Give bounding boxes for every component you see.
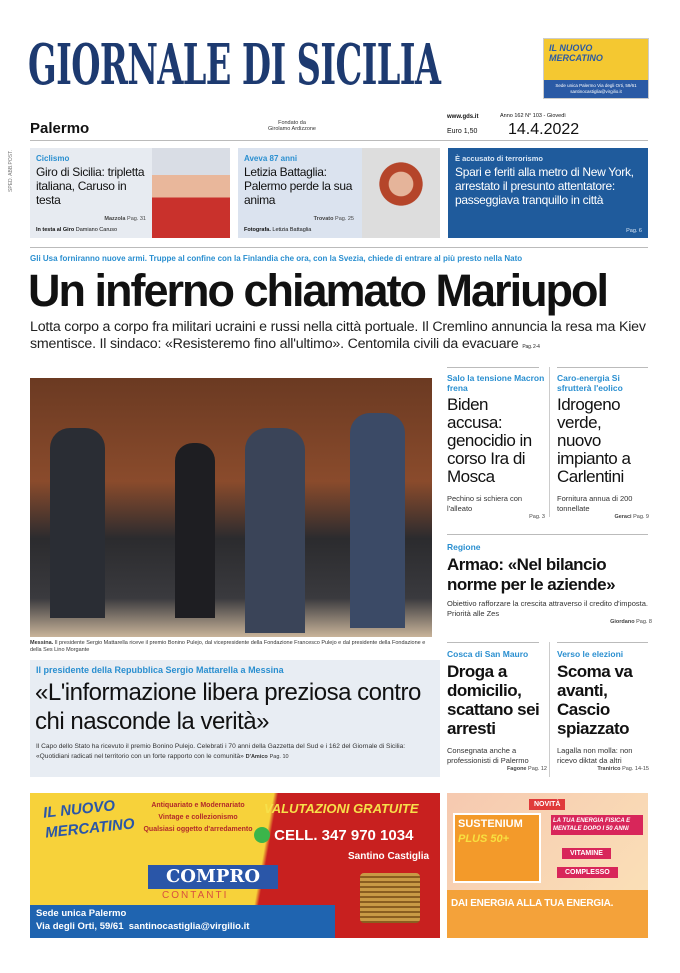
teaser-new-york[interactable] — [448, 148, 648, 238]
ad-phone: CELL. 347 970 1034 — [274, 827, 414, 844]
divider — [447, 642, 539, 643]
story-kicker: Regione — [447, 542, 481, 552]
page-ref: Pag. 9 — [633, 514, 649, 520]
page-ref: Pag. 3 — [529, 514, 545, 520]
masthead-title: GIORNALE DI SICILIA — [28, 32, 441, 98]
issue-info: Anno 162 N° 103 - Giovedì — [500, 113, 566, 119]
ad-brand: MERCATINO — [44, 815, 136, 842]
page-ref: Pag. 6 — [626, 228, 642, 234]
sustenium-ad[interactable] — [447, 793, 648, 938]
ad-claim: LA TUA ENERGIA FISICA E MENTALE DOPO I 50 ANNI — [551, 815, 643, 835]
lead-deck: Lotta corpo a corpo fra militari ucraini e russi nella città portuale. Il Cremlino annuncia la resa ma Kiev smentisce. Il sindaco: «Resisteremo fino all'ultimo». Centomila civili da evacuare — [30, 319, 646, 352]
whatsapp-icon — [254, 827, 270, 843]
edition-city: Palermo — [30, 120, 90, 137]
ad-name: Santino Castiglia — [348, 851, 430, 862]
coins-icon — [360, 873, 420, 923]
byline: Giordano — [610, 619, 635, 625]
ad-item: Qualsiasi oggetto d'arredamento — [143, 826, 253, 833]
divider — [557, 642, 648, 643]
founded-label: Fondato da — [278, 120, 306, 126]
teaser-cycling[interactable] — [30, 148, 230, 238]
story-deck: Lagalla non molla: non ricevo diktat da altri — [557, 746, 633, 765]
story-headline: Idrogeno verde, nuovo impianto a Carlentini — [557, 395, 631, 486]
story-deck: Il Capo dello Stato ha ricevuto il premio Bonino Pulejo. Celebrati i 70 anni della Gazzetta del Sud e i 162 del Giornale di Sicilia: «Quotidiani radicati nel territorio con un forte rapporto con le comunità» — [36, 743, 406, 760]
byline: Geraci — [614, 514, 632, 520]
divider — [447, 534, 648, 535]
story-deck: Consegnata anche a professionisti di Palermo — [447, 746, 529, 765]
ad-plus: PLUS 50+ — [458, 833, 510, 845]
cyclist-photo — [152, 148, 230, 238]
top-ad-address: Sede unica Palermo Via degli Orti, 59/61 — [555, 83, 637, 88]
header-divider — [30, 140, 648, 141]
story-headline: «L'informazione libera preziosa contro chi nasconde la verità» — [35, 679, 421, 735]
story-kicker: Salo la tensione Macron frena — [447, 373, 545, 393]
story-biden[interactable] — [447, 373, 545, 520]
lead-kicker: Gli Usa forniranno nuove armi. Truppe al confine con la Finlandia che ora, con la Svezia, chiede di entrare al più presto nella Nato — [30, 254, 523, 263]
caption: Letizia Battaglia — [272, 227, 312, 233]
page-ref: Pag. 14-15 — [622, 766, 649, 772]
story-deck: Pechino si schiera con l'alleato — [447, 494, 523, 513]
photo-caption: Il presidente Sergio Mattarella riceve il premio Bonino Pulejo, dal vicepresidente della Fondazione Francesco Pulejo e dal presidente della Fondazione e della Ses Lino Morgante — [30, 640, 426, 653]
mercatino-ad[interactable] — [30, 793, 440, 938]
byline: D'Amico — [245, 754, 268, 760]
ad-product: SUSTENIUM — [458, 818, 523, 830]
ad-tag: VITAMINE — [562, 848, 611, 859]
byline: Tranirico — [597, 766, 621, 772]
top-ad-brand: IL NUOVO MERCATINO — [549, 43, 603, 63]
mattarella-photo — [30, 378, 432, 637]
story-deck: Obiettivo rafforzare la crescita attraverso il credito d'imposta. Priorità alle Zes — [447, 599, 648, 618]
ad-compro: COMPRO — [148, 865, 278, 889]
story-kicker: Verso le elezioni — [557, 649, 624, 659]
teaser-kicker: Aveva 87 anni — [244, 154, 298, 163]
top-ad-email: santinocastiglia@virgilio.it — [570, 89, 622, 94]
price: Euro 1,50 — [447, 128, 478, 135]
website-link[interactable]: www.gds.it — [447, 114, 479, 120]
story-headline: Scoma va avanti, Cascio spiazzato — [557, 662, 633, 738]
column-divider — [549, 367, 550, 517]
story-kicker: Cosca di San Mauro — [447, 649, 529, 659]
story-deck: Fornitura annua di 200 tonnellate — [557, 494, 633, 513]
battaglia-photo — [362, 148, 440, 238]
mattarella-story[interactable] — [30, 660, 440, 777]
page-ref: Pag. 2-4 — [522, 344, 540, 350]
ad-item: Antiquariato e Modernariato — [151, 802, 245, 809]
story-kicker: Il presidente della Repubblica Sergio Mattarella a Messina — [36, 665, 284, 675]
ad-slogan: DAI ENERGIA ALLA TUA ENERGIA. — [447, 890, 648, 938]
caption: Damiano Caruso — [75, 227, 118, 233]
story-idrogeno[interactable] — [557, 373, 649, 520]
story-scoma[interactable] — [557, 649, 649, 772]
ad-tag: COMPLESSO — [557, 867, 618, 878]
caption-label: Fotografa. — [244, 227, 271, 233]
ad-email[interactable]: santinocastiglia@virgilio.it — [128, 921, 250, 932]
story-droga[interactable] — [447, 649, 547, 772]
teaser-headline: Giro di Sicilia: tripletta italiana, Caruso in testa — [36, 165, 145, 207]
teaser-kicker: Ciclismo — [36, 154, 70, 163]
divider — [447, 367, 539, 368]
ad-novita: NOVITÀ — [529, 799, 565, 810]
ad-contanti: CONTANTI — [162, 890, 229, 901]
caption-label: In testa al Giro — [36, 227, 75, 233]
page-ref: Pag. 10 — [269, 754, 289, 760]
byline: Trovato — [313, 216, 334, 222]
divider — [557, 367, 648, 368]
caption-label: Messina. — [30, 640, 54, 646]
page-ref: Pag. 12 — [528, 766, 547, 772]
story-headline: Biden accusa: genocidio in corso Ira di Mosca — [447, 395, 532, 486]
issue-date: 14.4.2022 — [508, 121, 580, 138]
lead-headline[interactable]: Un inferno chiamato Mariupol — [28, 265, 608, 316]
side-code: SPED. ABB.POST. — [8, 150, 14, 192]
founder: Girolamo Ardizzone — [268, 126, 316, 132]
page-ref: Pag. 25 — [335, 216, 354, 222]
story-armao[interactable] — [447, 542, 652, 625]
teaser-headline: Letizia Battaglia: Palermo perde la sua anima — [244, 165, 353, 207]
ad-brand: IL NUOVO — [42, 797, 116, 822]
story-kicker: Caro-energia Si sfrutterà l'eolico — [557, 373, 623, 393]
teaser-battaglia[interactable] — [238, 148, 440, 238]
teaser-headline: Spari e feriti alla metro di New York, arrestato il presunto attentatore: passeggiava tranquillo in città — [455, 165, 634, 207]
ad-promo: VALUTAZIONI GRATUITE — [264, 801, 419, 816]
top-ad[interactable] — [543, 38, 649, 99]
story-headline: Droga a domicilio, scattano sei arresti — [447, 662, 540, 738]
ad-item: Vintage e collezionismo — [158, 814, 238, 821]
page-ref: Pag. 31 — [127, 216, 146, 222]
column-divider — [549, 642, 550, 777]
byline: Fagone — [506, 766, 527, 772]
byline: Mazzola — [104, 216, 126, 222]
ad-address: Via degli Orti, 59/61 — [36, 921, 124, 932]
ad-address: Sede unica Palermo — [36, 908, 127, 919]
page-ref: Pag. 8 — [636, 619, 652, 625]
divider — [30, 247, 648, 248]
story-headline: Armao: «Nel bilancio norme per le aziende» — [447, 555, 616, 594]
teaser-kicker: È accusato di terrorismo — [455, 154, 543, 163]
